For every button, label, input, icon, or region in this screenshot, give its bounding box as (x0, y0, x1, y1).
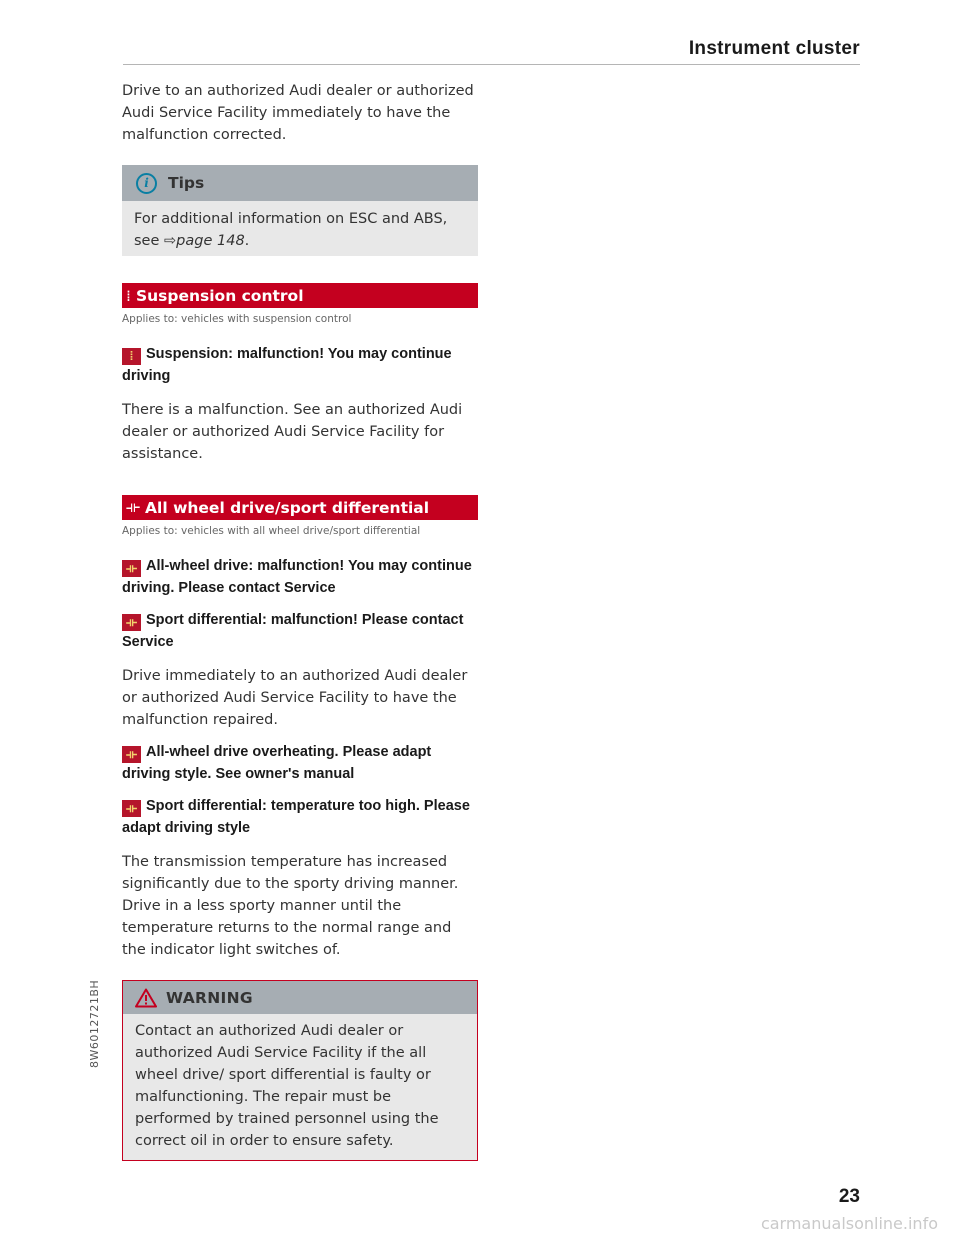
awd-text-1: Drive immediately to an authorized Audi dealer or authorized Audi Service Facility to have the malfunction repaired. (122, 668, 468, 728)
awd-overheat-icon: ⟛ (122, 746, 141, 763)
suspension-icon: ⁞ (126, 286, 131, 305)
warning-title: WARNING (166, 988, 253, 1007)
warning-header (123, 981, 477, 1014)
suspension-heading-text: Suspension control (135, 286, 304, 305)
document-code: 8W6012721BH (88, 979, 101, 1068)
awd-message-4: ⟛ Sport differential: temperature too high. Please adapt driving style (122, 798, 470, 836)
warning-body (123, 1014, 477, 1160)
page-number: 23 (838, 1186, 860, 1207)
awd-text-2: The transmission temperature has increased significantly due to the sporty driving manner. Drive in a less sporty manner until the temperature returns to the normal range and the indicator light switches of. (122, 854, 459, 958)
awd-icon: ⟛ (126, 498, 141, 516)
suspension-applies: Applies to: vehicles with suspension control (122, 313, 352, 325)
sport-diff-warning-icon: ⟛ (122, 614, 141, 631)
page-reference-link[interactable]: page 148 (176, 233, 245, 249)
arrow-right-icon: ⇨ (164, 233, 177, 249)
sport-diff-temp-icon: ⟛ (122, 800, 141, 817)
content-column (122, 80, 478, 1161)
awd-warning-icon: ⟛ (122, 560, 141, 577)
suspension-message: ⁞ Suspension: malfunction! You may continue driving (122, 346, 452, 384)
watermark: carmanualsonline.info (760, 1214, 938, 1233)
tips-header (122, 165, 478, 201)
awd-applies: Applies to: vehicles with all wheel drive/sport differential (122, 525, 421, 537)
awd-message-1: ⟛ All-wheel drive: malfunction! You may continue driving. Please contact Service (122, 558, 472, 596)
tips-text: For additional information on ESC and ABS, see (134, 211, 448, 249)
tips-title: Tips (168, 174, 205, 192)
intro-paragraph: Drive to an authorized Audi dealer or authorized Audi Service Facility immediately to have the malfunction corrected. (122, 83, 474, 143)
suspension-text: There is a malfunction. See an authorized Audi dealer or authorized Audi Service Facility for assistance. (122, 402, 463, 462)
tips-box (122, 165, 478, 256)
awd-message-3: ⟛ All-wheel drive overheating. Please adapt driving style. See owner's manual (122, 744, 432, 782)
awd-message-2: ⟛ Sport differential: malfunction! Please contact Service (122, 612, 464, 650)
warning-text: Contact an authorized Audi dealer or authorized Audi Service Facility if the all wheel drive/ sport differential is faulty or malfunctioning. The repair must be performed by trained personnel using the correct oil in order to ensure safety. (135, 1023, 439, 1149)
header-rule (123, 64, 860, 65)
suspension-warning-icon: ⁞ (122, 348, 141, 365)
info-icon: i (136, 173, 157, 194)
awd-section-heading (122, 495, 478, 520)
warning-box (122, 980, 478, 1161)
suspension-section-heading (122, 283, 478, 308)
tips-body: For additional information on ESC and ABS, see ⇨page 148. (134, 211, 448, 249)
awd-heading-text: All wheel drive/sport differential (145, 498, 430, 517)
warning-triangle-icon (135, 988, 157, 1008)
page-header-title: Instrument cluster (688, 38, 860, 59)
